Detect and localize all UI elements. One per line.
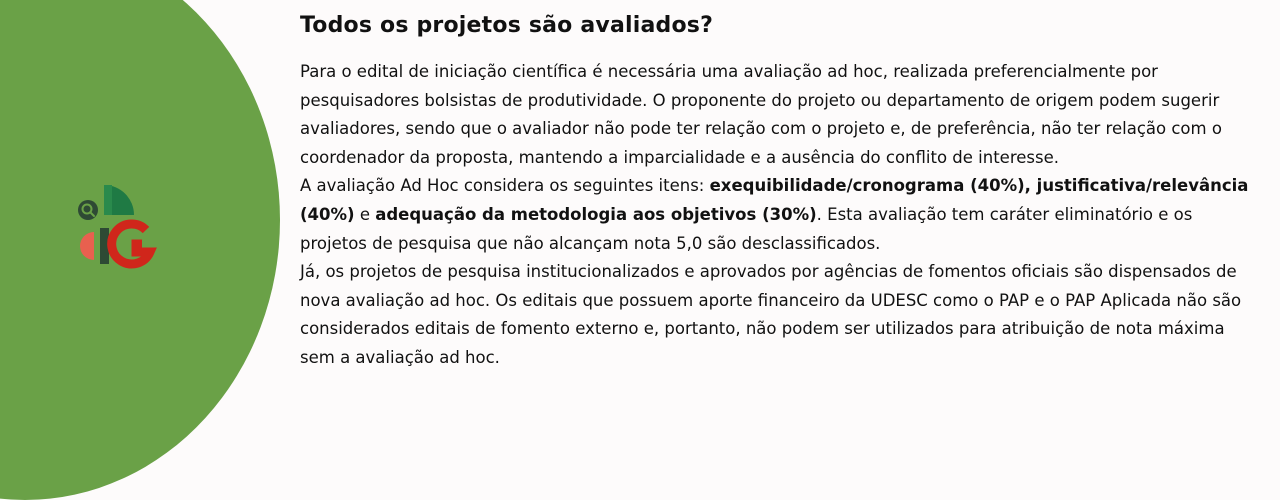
logo-icon — [74, 180, 164, 270]
body-text — [300, 58, 1260, 373]
paragraph-institutional-projects: Já, os projetos de pesquisa institucionalizados e aprovados por agências de fomentos oficiais são dispensados de nova avaliação ad hoc. Os editais que possuem aporte financeiro da UDESC como o PAP e o PAP Aplicada não são considerados editais de fomento externo e, portanto, não podem ser utilizados para atribuição de nota máxima sem a avaliação ad hoc. — [300, 262, 1242, 367]
paragraph-evaluation-criteria — [300, 172, 1260, 258]
criteria-bold-2: adequação da metodologia aos objetivos (30%) — [375, 204, 817, 224]
criteria-bold-1: exequibilidade/cronograma (40%), justificativa/relevância (40%) — [300, 176, 1249, 224]
paragraph-ad-hoc-requirement: Para o edital de iniciação científica é necessária uma avaliação ad hoc, realizada preferencialmente por pesquisadores bolsistas de produtividade. O proponente do projeto ou departamento de origem podem sugerir avaliadores, sendo que o avaliador não pode ter relação com o projeto e, de preferência, não ter relação com o coordenador da proposta, mantendo a imparcialidade e a ausência do conflito de interesse. — [300, 62, 1222, 167]
criteria-rest: . Esta avaliação tem caráter eliminatório e os projetos de pesquisa que não alcançam nota 5,0 são desclassificados. — [300, 204, 1193, 253]
criteria-intro: A avaliação Ad Hoc considera os seguintes itens: — [300, 176, 710, 196]
criteria-connector: e — [354, 204, 376, 224]
page-title: Todos os projetos são avaliados? — [300, 13, 714, 38]
content-area — [300, 10, 1260, 373]
